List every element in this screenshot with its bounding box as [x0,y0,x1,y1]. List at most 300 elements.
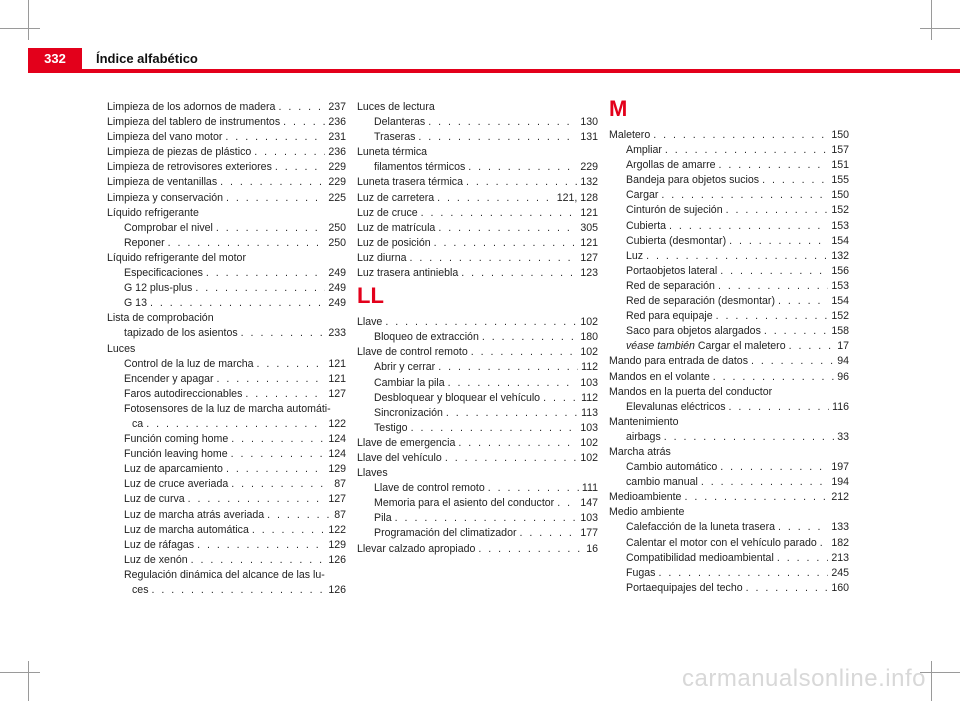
index-entry [357,421,598,436]
entry-term: Luz de marcha automática [124,523,249,536]
page-reference: 305 [580,221,598,234]
dot-leader [428,115,577,130]
index-entry [107,145,346,160]
dot-leader [220,175,325,190]
dot-leader [646,249,828,264]
page-reference: 154 [831,234,849,247]
index-entry [107,477,346,492]
page-reference: 127 [328,387,346,400]
index-entry [357,451,598,466]
index-entry [107,523,346,538]
entry-term: Control de la luz de marcha [124,357,254,370]
page-reference: 16 [586,542,598,555]
index-heading: Mantenimiento [609,415,679,428]
index-entry [609,475,849,490]
entry-term: Desbloquear y bloquear el vehículo [374,391,541,404]
index-entry [609,203,849,218]
entry-term: Limpieza de ventanillas [107,176,218,189]
dot-leader [468,160,577,175]
crop-mark [0,28,40,29]
entry-term: Llave del vehículo [357,451,442,464]
entry-term: Especificaciones [124,267,203,280]
entry-term: Cubierta (desmontar) [626,234,727,247]
dot-leader [729,234,828,249]
page-reference: 132 [831,249,849,262]
page-reference: 124 [328,448,346,461]
index-entry [357,315,598,330]
dot-leader [252,523,325,538]
crop-mark [920,28,960,29]
entry-term: Llave de control remoto [357,346,468,359]
dot-leader [421,206,578,221]
dot-leader [726,203,829,218]
page-reference: 123 [580,267,598,280]
entry-term: Cambiar la pila [374,376,445,389]
page-reference: 96 [837,370,849,383]
index-entry [107,221,346,236]
page-reference: 127 [328,493,346,506]
entry-term [626,339,786,354]
crop-mark [920,672,960,673]
index-entry [107,387,346,402]
page-reference: 124 [328,433,346,446]
index-entry [357,511,598,526]
dot-leader [720,264,828,279]
index-heading: Líquido refrigerante del motor [107,251,246,264]
page-reference: 212 [831,491,849,504]
dot-leader [146,417,325,432]
dot-leader [478,542,583,557]
index-entry [107,130,346,145]
page-reference: 150 [831,189,849,202]
index-entry [107,115,346,130]
entry-term: Pila [374,512,392,525]
entry-term: Luz de xenón [124,553,188,566]
index-entry [357,391,598,406]
page-reference: 152 [831,204,849,217]
page-reference: 177 [580,527,598,540]
page-reference: 131 [580,131,598,144]
entry-term: Memoria para el asiento del conductor [374,497,555,510]
entry-term: Programación del climatizador [374,527,517,540]
page-reference: 102 [580,346,598,359]
index-entry [107,236,346,251]
dot-leader [411,421,578,436]
page-reference: 229 [328,161,346,174]
index-entry [107,160,346,175]
dot-leader [231,447,326,462]
entry-term: Red para equipaje [626,310,713,323]
section-letter: M [609,96,628,121]
entry-term: Luz diurna [357,251,407,264]
entry-term: ca [132,417,144,430]
index-entry [609,188,849,203]
index-entry [357,236,598,251]
entry-term: Luz de marcha atrás averiada [124,508,265,521]
page-reference: 116 [832,400,849,413]
dot-leader [751,354,834,369]
entry-term: Luz de ráfagas [124,538,195,551]
page-reference: 236 [328,146,346,159]
dot-leader [820,536,829,551]
dot-leader [729,400,830,415]
index-entry [357,376,598,391]
page-reference: 225 [328,191,346,204]
dot-leader [445,451,578,466]
index-entry [357,526,598,541]
index-heading: Fotosensores de la luz de marcha automáti- [124,402,331,415]
index-entry [357,360,598,375]
dot-leader [168,236,326,251]
page-reference: 129 [328,463,346,476]
entry-term: Limpieza de retrovisores exteriores [107,161,272,174]
entry-term: ces [132,584,149,596]
page-reference: 103 [580,376,598,389]
dot-leader [206,266,325,281]
dot-leader [217,372,326,387]
index-heading: Lista de comprobación [107,312,214,325]
page-reference: 194 [831,476,849,489]
dot-leader [664,430,834,445]
entry-term: cambio manual [626,476,698,489]
dot-leader [275,160,325,175]
section-letter: LL [357,283,384,309]
entry-term: Sincronización [374,406,443,419]
dot-leader [225,130,325,145]
page-reference: 155 [831,174,849,187]
page-reference: 121 [580,206,598,219]
page-reference: 250 [328,221,346,234]
entry-term: Función leaving home [124,448,228,461]
dot-leader [701,475,828,490]
dot-leader [241,326,326,341]
page-reference: 152 [831,310,849,323]
entry-term: Red de separación [626,279,715,292]
page-reference: 249 [328,267,346,280]
index-entry [107,583,346,598]
dot-leader [409,251,577,266]
index-entry [609,309,849,324]
page-reference: 103 [580,512,598,525]
page-reference: 182 [831,536,849,549]
entry-term: Argollas de amarre [626,159,716,172]
index-entry [107,326,346,341]
entry-term: Maletero [609,129,651,141]
dot-leader [471,345,578,360]
dot-leader [713,370,834,385]
watermark: carmanualsonline.info [682,665,926,692]
entry-term: Luz de matrícula [357,221,436,234]
page-reference: 233 [328,327,346,340]
index-entry [357,481,598,496]
dot-leader [231,432,325,447]
page-reference: 102 [580,436,598,449]
index-entry [609,370,849,385]
index-entry [609,354,849,369]
entry-term: Portaequipajes del techo [626,581,743,594]
index-entry [609,173,849,188]
entry-term: Testigo [374,421,408,434]
dot-leader [720,460,828,475]
index-entry [107,553,346,568]
index-entry [107,281,346,296]
page-reference: 122 [328,523,346,536]
dot-leader [278,100,325,115]
dot-leader [458,436,577,451]
dot-leader [718,279,828,294]
entry-term: Elevalunas eléctricos [626,400,726,413]
page-reference: 237 [328,101,346,113]
entry-term: Llave de emergencia [357,436,456,449]
entry-term: Luz [626,249,644,262]
see-also-label: véase también [626,340,695,353]
page-reference: 94 [837,355,849,368]
dot-leader [267,508,331,523]
index-entry [609,219,849,234]
entry-term: Limpieza del vano motor [107,131,223,144]
dot-leader [461,266,577,281]
entry-term: filamentos térmicos [374,161,466,174]
entry-term: Luz de cruce [357,206,418,219]
page-reference: 151 [831,159,849,172]
page-reference: 231 [328,131,346,144]
page-reference: 126 [328,553,346,566]
index-entry [357,206,598,221]
index-entry [107,417,346,432]
entry-term: Calefacción de la luneta trasera [626,521,775,534]
entry-term-text: Cargar el maletero [697,340,786,353]
entry-term: Llevar calzado apropiado [357,542,476,555]
index-entry [609,490,849,505]
dot-leader [191,553,326,568]
entry-term: Bandeja para objetos sucios [626,174,760,187]
index-entry [357,436,598,451]
page-reference: 112 [581,361,598,374]
entry-term: Luneta trasera térmica [357,176,463,189]
index-entry [609,249,849,264]
entry-term: Bloqueo de extracción [374,331,479,344]
index-entry [357,191,598,206]
page-reference: 147 [580,497,598,510]
entry-term: Saco para objetos alargados [626,325,761,338]
page-reference: 129 [328,538,346,551]
entry-term: tapizado de los asientos [124,327,238,340]
page-reference: 154 [831,295,849,308]
dot-leader [488,481,579,496]
dot-leader [658,566,828,581]
entry-term: airbags [626,430,661,443]
entry-term: Ampliar [626,144,662,157]
page-reference: 157 [831,144,849,157]
index-heading: Regulación dinámica del alcance de las lu- [124,568,325,581]
entry-term: Luz de carretera [357,191,435,204]
entry-term: Cinturón de sujeción [626,204,723,217]
page-reference: 229 [580,161,598,174]
page-reference: 122 [328,417,346,430]
dot-leader [438,360,578,375]
index-entry [357,160,598,175]
entry-term: Compatibilidad medioambiental [626,551,774,564]
dot-leader [719,158,829,173]
page-title: Índice alfabético [96,51,198,66]
entry-term: Delanteras [374,116,426,129]
index-entry [609,264,849,279]
dot-leader [684,490,828,505]
dot-leader [434,236,578,251]
page-reference: 133 [831,521,849,534]
entry-term: Red de separación (desmontar) [626,295,775,308]
page-reference: 153 [831,279,849,292]
dot-leader [226,191,325,206]
dot-leader [216,221,325,236]
index-heading: Llaves [357,467,388,480]
entry-term: Llave de control remoto [374,482,485,495]
index-column-3 [609,96,849,596]
page-reference: 17 [837,340,849,353]
index-entry [357,251,598,266]
page-reference: 245 [831,566,849,579]
entry-term: Medioambiente [609,491,682,504]
page-reference: 103 [580,421,598,434]
page-reference: 121 [580,236,598,249]
index-heading: Mandos en la puerta del conductor [609,385,773,398]
index-entry [609,460,849,475]
index-heading: Luneta térmica [357,146,428,159]
crop-mark [0,672,40,673]
page-reference: 112 [581,391,598,404]
index-heading: Marcha atrás [609,445,671,458]
entry-term: Cubierta [626,219,667,232]
index-entry [609,551,849,566]
index-entry [107,447,346,462]
dot-leader [446,406,578,421]
dot-leader [789,339,835,354]
crop-mark [931,0,932,40]
dot-leader [764,324,828,339]
dot-leader [762,173,828,188]
index-entry [107,296,346,311]
entry-term: Traseras [374,131,416,144]
page-reference: 160 [831,581,849,594]
index-entry [609,430,849,445]
index-entry [107,508,346,523]
index-entry [609,279,849,294]
page-reference: 197 [831,461,849,474]
index-entry [609,294,849,309]
index-entry [357,115,598,130]
page-reference: 102 [580,316,598,329]
entry-term: Cambio automático [626,461,718,474]
entry-term: Encender y apagar [124,372,214,385]
dot-leader [197,538,325,553]
page-reference: 127 [580,251,598,264]
entry-term: Limpieza de piezas de plástico [107,146,252,159]
entry-term: Mandos en el volante [609,370,710,383]
index-column-1 [107,100,346,598]
index-entry [609,566,849,581]
page-reference: 121 [328,357,346,370]
dot-leader [437,191,554,206]
page-reference: 132 [580,176,598,189]
index-column-2 [357,100,598,557]
entry-term: Abrir y cerrar [374,361,436,374]
entry-term: Mando para entrada de datos [609,355,748,368]
dot-leader [778,520,828,535]
page-reference: 236 [328,116,346,129]
entry-term: Calentar el motor con el vehículo parado [626,536,817,549]
index-entry [107,372,346,387]
entry-term: Luz trasera antiniebla [357,267,459,280]
index-entry [107,492,346,507]
entry-term: Portaobjetos lateral [626,264,718,277]
dot-leader [746,581,829,596]
page-reference: 180 [580,331,598,344]
index-entry [609,143,849,158]
entry-term: Luz de aparcamiento [124,463,223,476]
dot-leader [395,511,578,526]
index-entry [609,400,849,415]
index-entry [357,345,598,360]
dot-leader [520,526,578,541]
dot-leader [482,330,577,345]
page-reference: 153 [831,219,849,232]
page-reference: 130 [580,116,598,129]
index-entry [609,158,849,173]
index-entry [609,128,849,143]
page-reference: 113 [581,406,598,419]
page-reference: 156 [831,264,849,277]
page-reference: 249 [328,297,346,310]
page-reference: 111 [581,482,598,495]
page-reference: 158 [831,325,849,338]
entry-term: Reponer [124,236,165,249]
entry-term: Luz de posición [357,236,431,249]
entry-term: Limpieza y conservación [107,191,223,204]
index-entry [107,266,346,281]
entry-term: Función coming home [124,433,229,446]
page-reference: 213 [831,551,849,564]
dot-leader [778,294,828,309]
dot-leader [716,309,829,324]
entry-term: Llave [357,316,383,329]
page-reference: 121, 128 [556,191,598,204]
index-entry [357,175,598,190]
dot-leader [188,492,326,507]
entry-term: Comprobar el nivel [124,221,213,234]
entry-term: Luz de curva [124,493,185,506]
dot-leader [385,315,577,330]
crop-mark [28,0,29,40]
page-reference: 33 [837,430,849,443]
page-number: 332 [28,48,82,69]
entry-term: Faros autodireccionables [124,387,243,400]
dot-leader [543,391,578,406]
dot-leader [254,145,325,160]
index-heading: Medio ambiente [609,506,685,519]
index-entry [357,130,598,145]
index-entry [107,357,346,372]
dot-leader [150,296,325,311]
entry-term: Limpieza del tablero de instrumentos [107,116,281,129]
page-reference: 250 [328,236,346,249]
index-heading: Líquido refrigerante [107,206,199,219]
dot-leader [283,115,325,130]
crop-mark [28,661,29,701]
page-reference: 87 [334,478,346,491]
index-entry [609,536,849,551]
page-reference: 121 [328,372,346,385]
dot-leader [777,551,829,566]
